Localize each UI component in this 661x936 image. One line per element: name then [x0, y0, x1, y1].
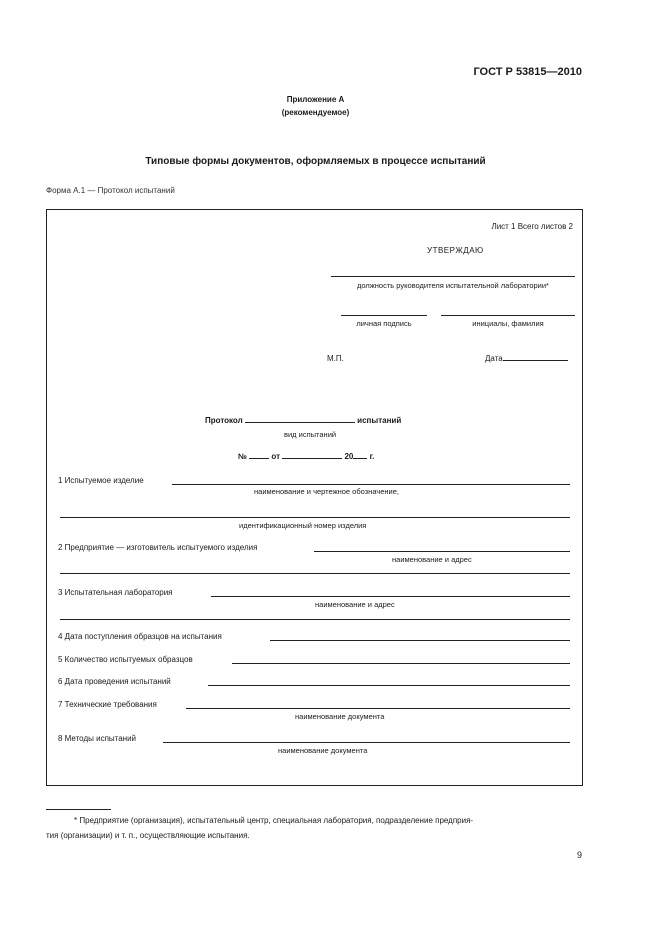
appendix-subtitle: (рекомендуемое) [281, 108, 350, 117]
footnote-separator [46, 809, 111, 810]
signature-caption: личная подпись [356, 319, 412, 328]
protocol-type-field[interactable] [245, 422, 355, 423]
item-6-field[interactable] [208, 685, 570, 686]
item-1-label: 1 Испытуемое изделие [58, 476, 144, 485]
date-label: Дата [485, 354, 568, 363]
stamp-label: М.П. [327, 354, 344, 363]
appendix-title: Приложение А [286, 95, 345, 104]
item-1-field-2[interactable] [60, 517, 570, 518]
item-5-label: 5 Количество испытуемых образцов [58, 655, 193, 664]
sheet-info: Лист 1 Всего листов 2 [491, 222, 573, 231]
item-3-field-2[interactable] [60, 619, 570, 620]
item-3-field[interactable] [211, 596, 570, 597]
item-7-label: 7 Технические требования [58, 700, 157, 709]
year-field[interactable] [353, 458, 367, 459]
item-6-label: 6 Дата проведения испытаний [58, 677, 171, 686]
item-1-second-caption: идентификационный номер изделия [239, 521, 367, 530]
item-3-caption: наименование и адрес [315, 600, 395, 609]
item-2-field[interactable] [314, 551, 570, 552]
item-4-field[interactable] [270, 640, 570, 641]
item-7-caption: наименование документа [295, 712, 385, 721]
item-2-label: 2 Предприятие — изготовитель испытуемого изделия [58, 543, 258, 552]
page-number: 9 [576, 850, 582, 860]
position-line [331, 276, 575, 277]
protocol-title: Протокол испытаний [205, 416, 402, 425]
position-caption: должность руководителя испытательной лаборатории* [357, 281, 549, 290]
item-8-field[interactable] [163, 742, 570, 743]
initials-line [441, 315, 575, 316]
item-8-caption: наименование документа [278, 746, 368, 755]
signature-line [341, 315, 427, 316]
initials-caption: инициалы, фамилия [472, 319, 544, 328]
protocol-number-line: № от 20 г. [238, 452, 375, 461]
item-7-field[interactable] [186, 708, 570, 709]
date-day-field[interactable] [282, 458, 342, 459]
number-field[interactable] [249, 458, 269, 459]
section-title: Типовые формы документов, оформляемых в процессе испытаний [145, 156, 486, 167]
item-2-caption: наименование и адрес [392, 555, 472, 564]
item-8-label: 8 Методы испытаний [58, 734, 137, 743]
item-1-field[interactable] [172, 484, 570, 485]
item-1-caption: наименование и чертежное обозначение, [254, 487, 399, 496]
item-5-field[interactable] [232, 663, 570, 664]
form-caption: Форма А.1 — Протокол испытаний [46, 186, 175, 195]
date-field[interactable] [503, 360, 568, 361]
item-4-label: 4 Дата поступления образцов на испытания [58, 632, 222, 641]
approve-label: УТВЕРЖДАЮ [427, 246, 484, 255]
item-2-field-2[interactable] [60, 573, 570, 574]
footnote-line-1: * Предприятие (организация), испытательный центр, специальная лаборатория, подразделение предприя- [74, 816, 474, 825]
footnote-line-2: тия (организации) и т. п., осуществляющие испытания. [46, 831, 250, 840]
item-3-label: 3 Испытательная лаборатория [58, 588, 173, 597]
standard-code: ГОСТ Р 53815—2010 [473, 66, 582, 78]
test-type-caption: вид испытаний [284, 430, 337, 439]
